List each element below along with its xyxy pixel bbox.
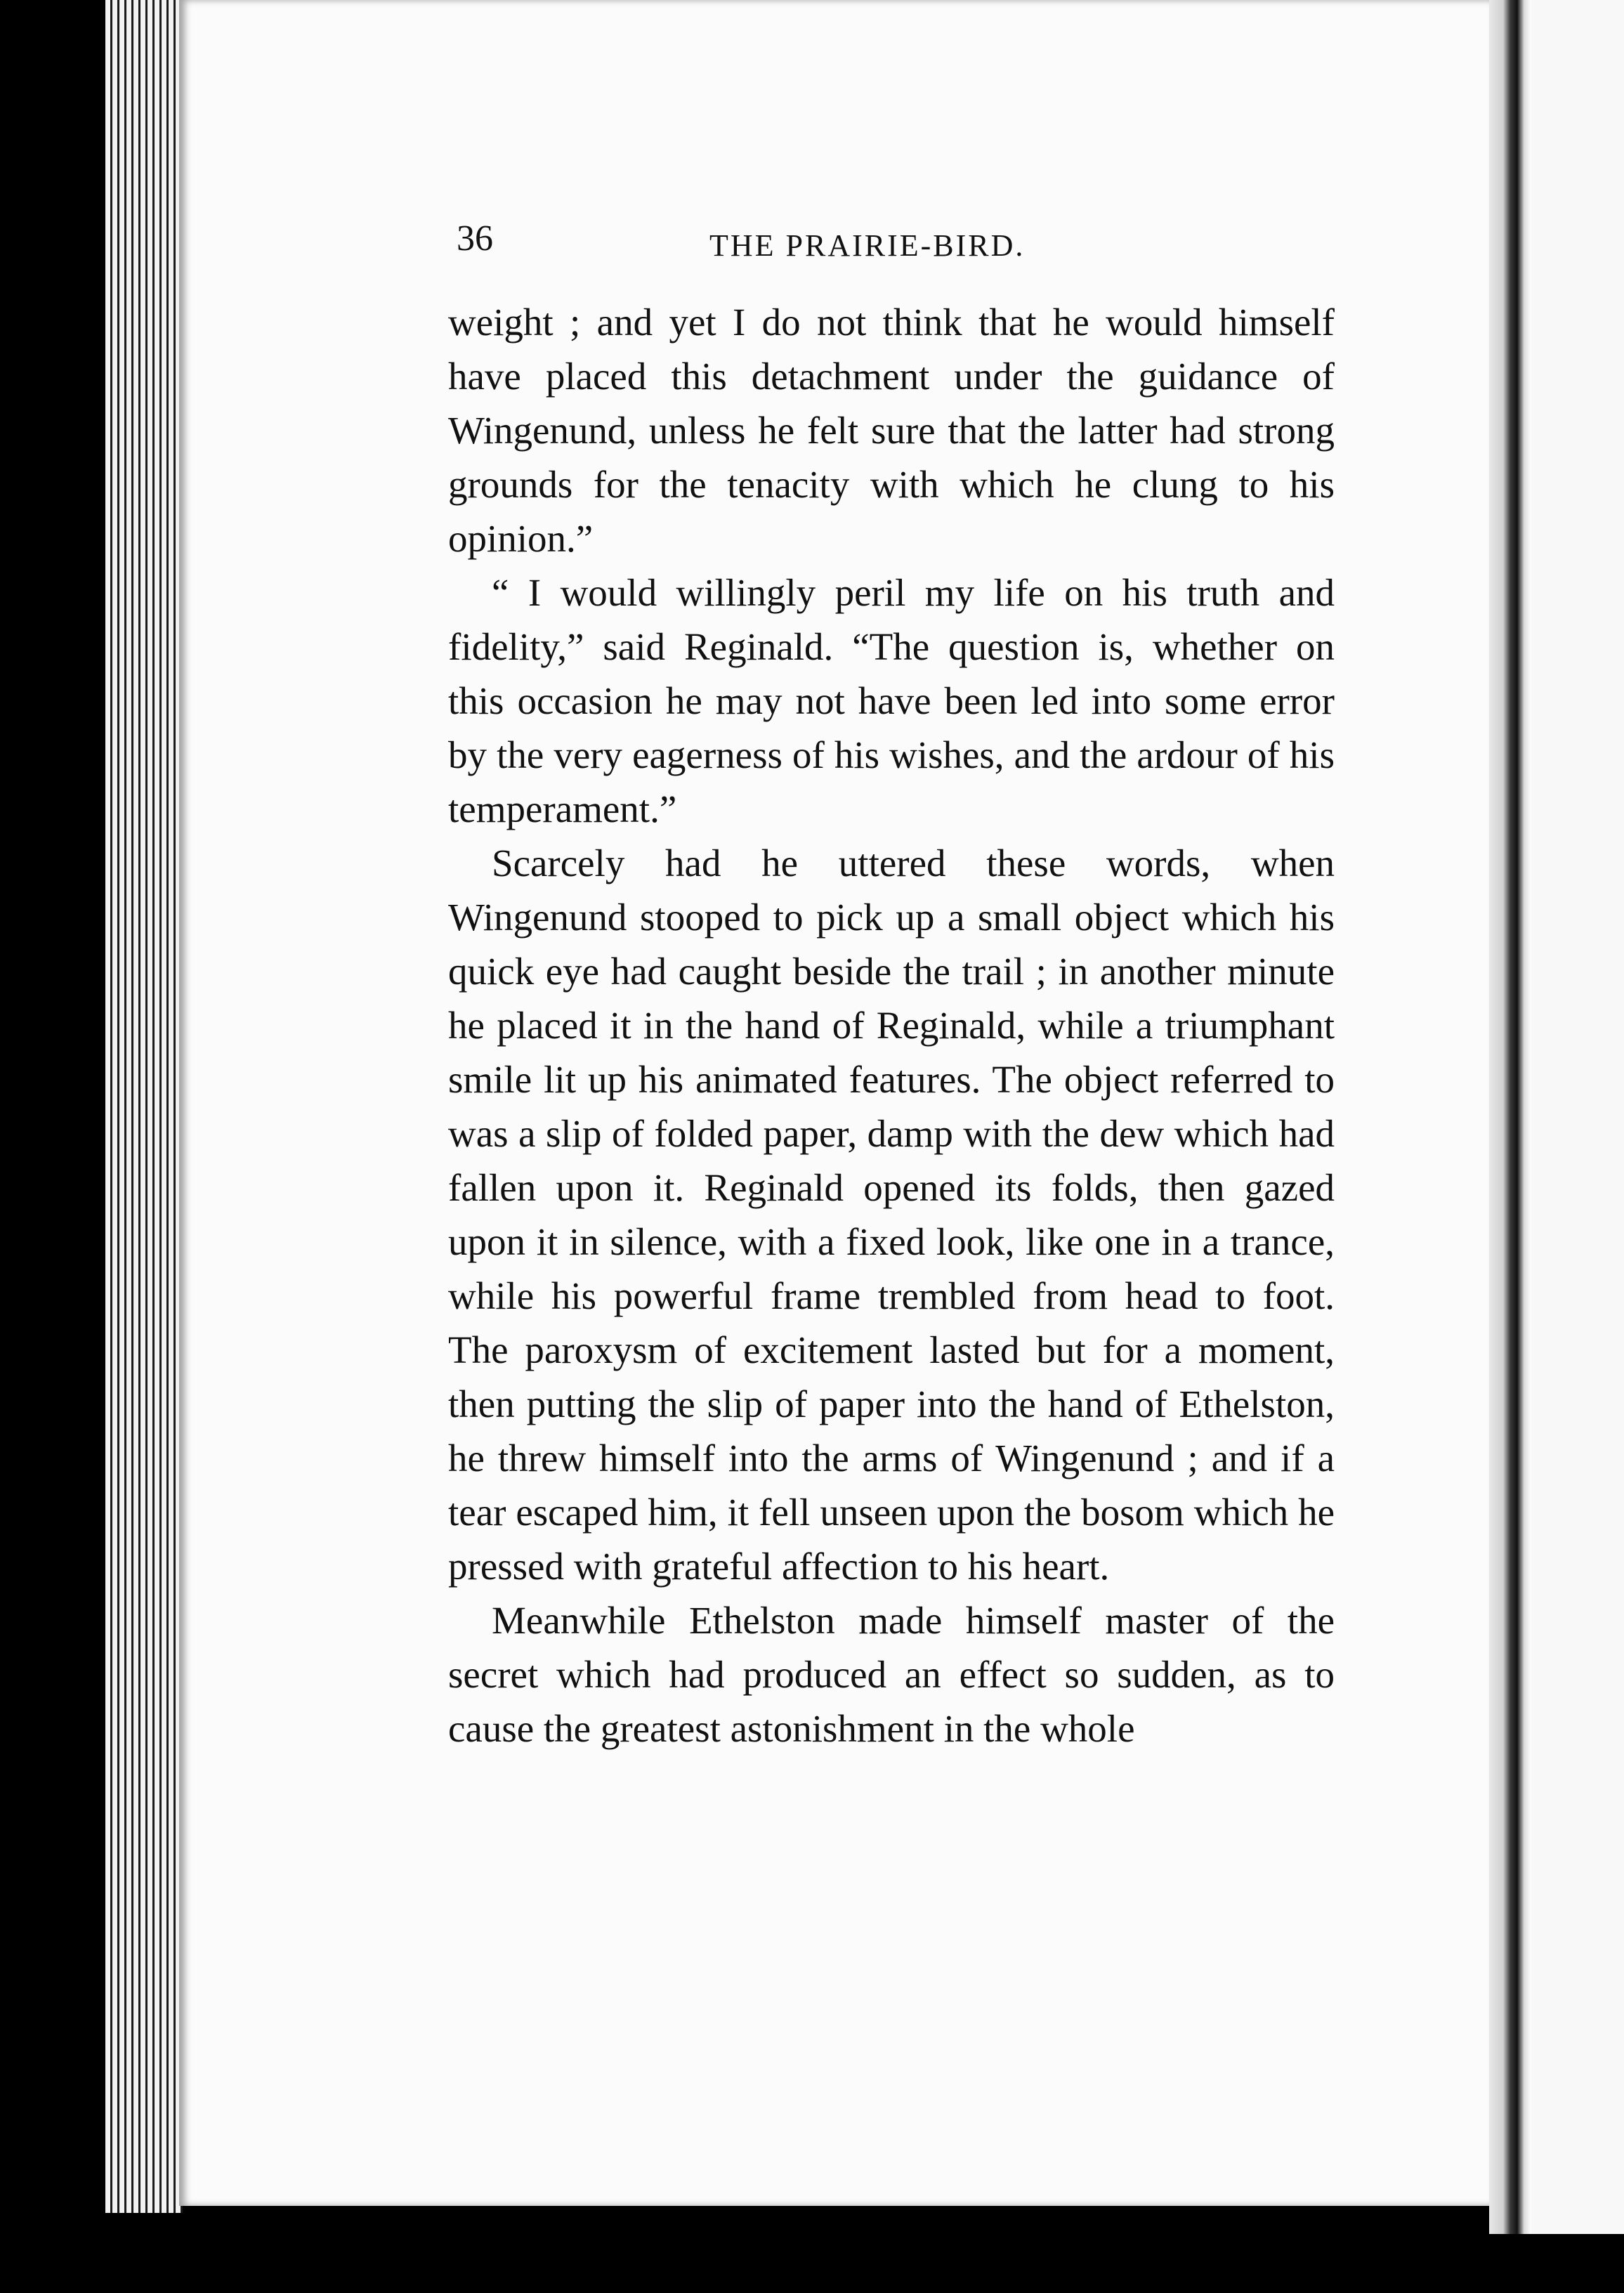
- paragraph: weight ; and yet I do not think that he would himself have placed this detachment under the guidance of Wingenund, unless he felt sure that the latter had strong grounds for the tenacity with which he clung to his opinion.”: [448, 301, 1335, 560]
- paragraph: “ I would willingly peril my life on his truth and fidelity,” said Reginald. “The question is, whether on this occasion he may not have been led into some error by the very eagerness of his wishes, and the ardour of his temperament.”: [448, 571, 1335, 830]
- running-title: THE PRAIRIE-BIRD.: [709, 228, 1026, 263]
- paragraph: Meanwhile Ethelston made himself master of the secret which had produced an effect so sudden, as to cause the greatest astonishment in the whole: [448, 1599, 1335, 1750]
- paragraph: Scarcely had he uttered these words, when Wingenund stooped to pick up a small object which his quick eye had caught beside the trail ; in another minute he placed it in the hand of Reginald, while a triumphant smile lit up his animated features. The object referred to was a slip of folded paper, damp with the dew which had fallen upon it. Reginald opened its folds, then gazed upon it in silence, with a fixed look, like one in a trance, while his powerful frame trembled from head to foot. The paroxysm of excitement lasted but for a moment, then putting the slip of paper into the hand of Ethelston, he threw himself into the arms of Wingenund ; and if a tear escaped him, it fell unseen upon the bosom which he pressed with grateful affection to his heart.: [448, 842, 1335, 1588]
- page-edges: [105, 0, 183, 2213]
- facing-page-edge: [1531, 0, 1624, 2234]
- book-gutter-edge: [1489, 0, 1531, 2234]
- body-text: [448, 295, 1335, 1756]
- page-header: [457, 218, 1321, 274]
- page-number: 36: [457, 218, 493, 259]
